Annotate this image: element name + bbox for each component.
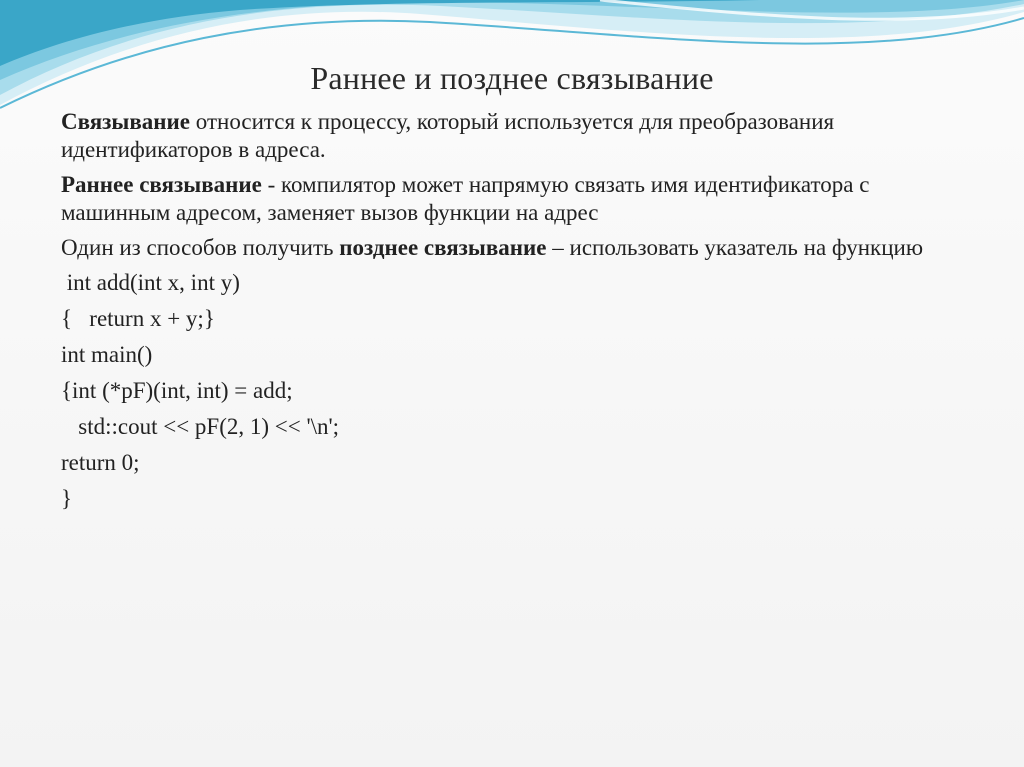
code-line: return 0; [61,450,140,475]
code-line: std::cout << pF(2, 1) << '\n'; [61,414,340,439]
term-late-binding: позднее связывание [339,235,547,260]
code-line: int add(int x, int y) [61,270,240,295]
binding-definition-text: относится к процессу, который используется для преобразования идентификаторов в адреса. [61,109,835,162]
late-binding-intro: Один из способов получить [61,235,340,260]
slide-body [61,108,981,521]
term-binding: Связывание [61,109,191,134]
paragraph-late-binding [61,234,981,262]
early-binding-text: - компилятор может напрямую связать имя идентификатора с машинным адресом, заменяет вызов функции на адрес [61,172,870,225]
code-line: {int (*pF)(int, int) = add; [61,378,293,403]
paragraph-early-binding [61,171,981,227]
slide-title: Раннее и позднее связывание [310,60,714,96]
term-early-binding: Раннее связывание [61,172,262,197]
code-example [61,269,981,513]
code-line: } [61,486,73,511]
code-line: int main() [61,342,153,367]
code-line: { return x + y;} [61,306,215,331]
paragraph-binding-definition [61,108,981,164]
late-binding-text: – использовать указатель на функцию [546,235,924,260]
